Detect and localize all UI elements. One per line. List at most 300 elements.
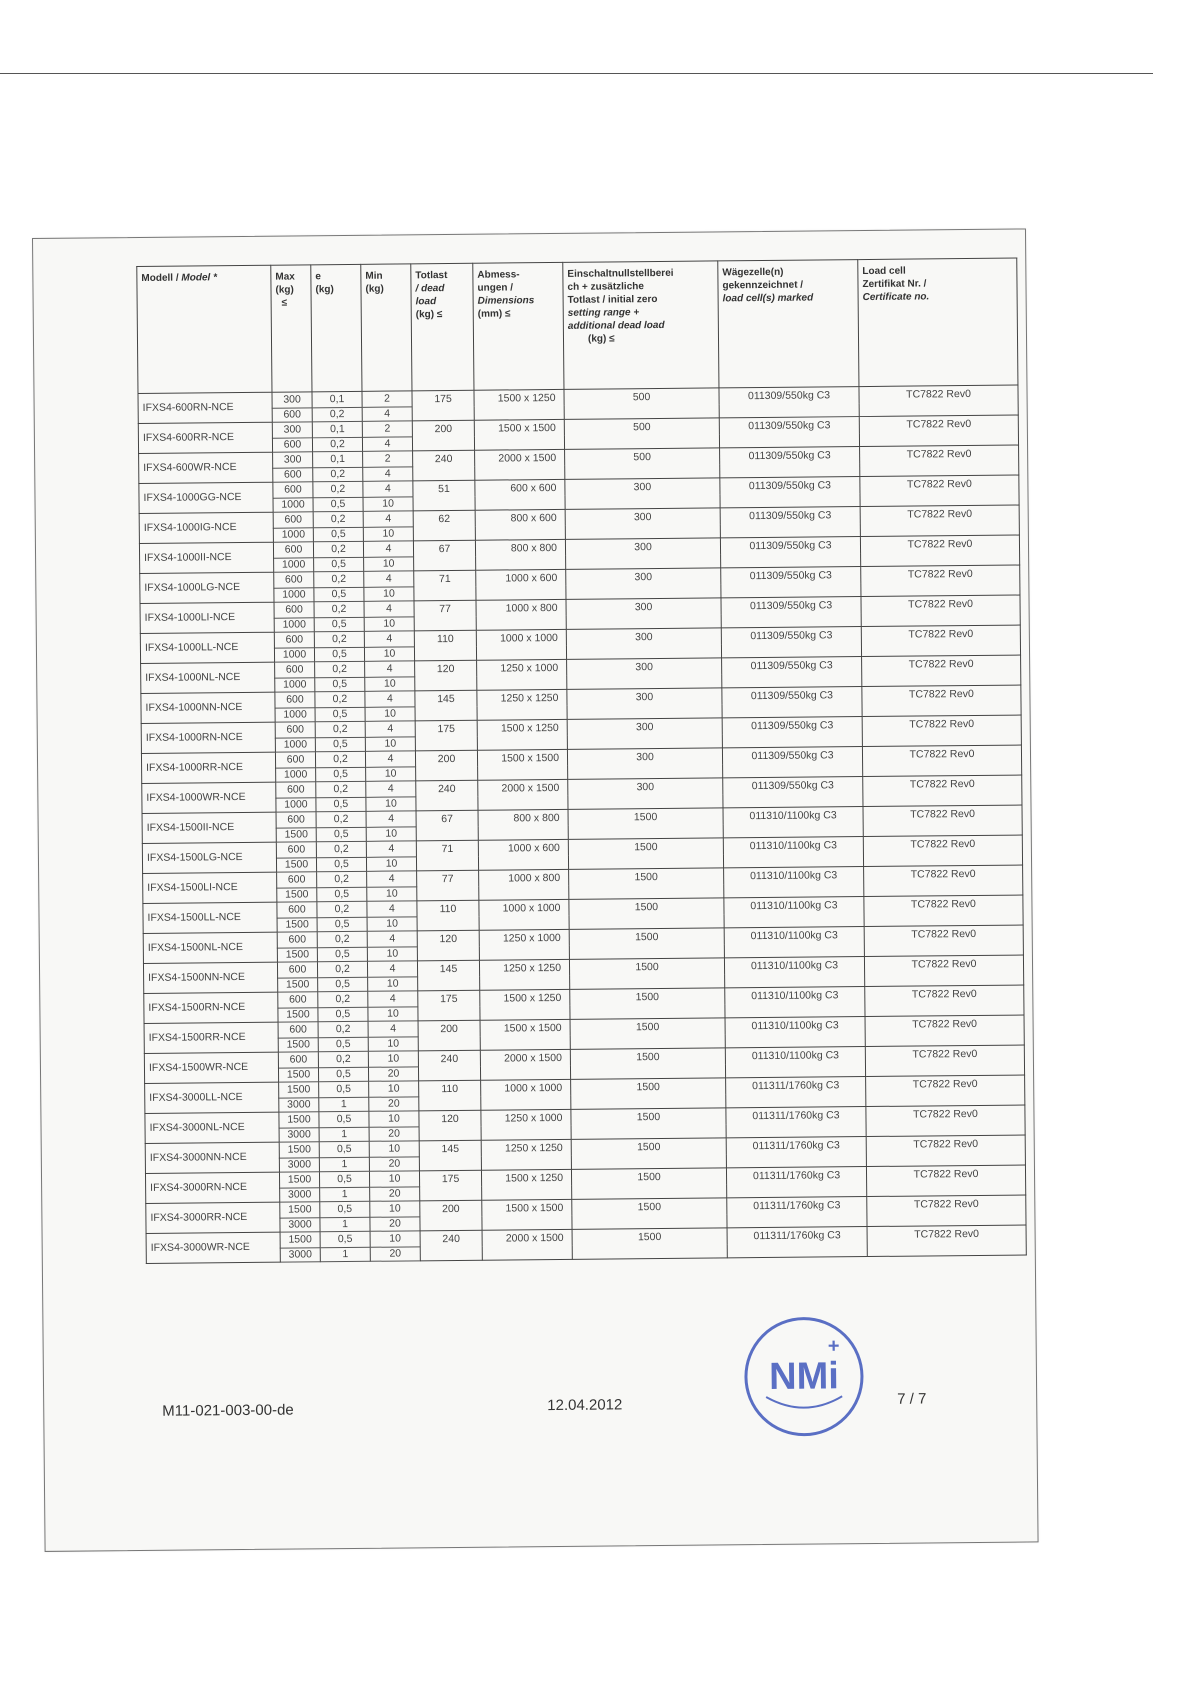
min-cell: 4 [362, 437, 412, 451]
min-cell: 4 [368, 991, 418, 1007]
max-cell: 1500 [279, 1172, 319, 1188]
min-cell: 20 [368, 1067, 418, 1081]
min-cell: 2 [363, 451, 413, 467]
dead-load-cell: 110 [417, 900, 479, 931]
e-cell: 0,5 [315, 707, 365, 721]
dimensions-cell: 2000 x 1500 [475, 449, 565, 480]
dead-load-cell: 200 [415, 750, 477, 781]
header-certificate: Load cell Zertifikat Nr. / Certificate no. [858, 258, 1018, 387]
load-cell-cell: 011309/550kg C3 [723, 777, 863, 808]
e-cell: 0,2 [315, 661, 365, 677]
min-cell: 10 [363, 497, 413, 511]
max-cell: 1000 [276, 768, 316, 782]
dimensions-cell: 1500 x 1500 [480, 1019, 570, 1050]
certificate-cell: TC7822 Rev0 [866, 1075, 1025, 1107]
min-cell: 4 [367, 931, 417, 947]
zero-range-cell: 1500 [572, 1198, 727, 1229]
e-cell: 0,2 [317, 901, 367, 917]
e-cell: 0,5 [317, 947, 367, 961]
max-cell: 3000 [280, 1248, 320, 1262]
min-cell: 10 [367, 887, 417, 901]
min-cell: 4 [363, 541, 413, 557]
e-cell: 0,5 [318, 1067, 368, 1081]
min-cell: 4 [365, 751, 415, 767]
dead-load-cell: 71 [414, 570, 476, 601]
zero-range-cell: 1500 [570, 1018, 725, 1049]
zero-range-cell: 1500 [570, 1048, 725, 1079]
min-cell: 4 [363, 467, 413, 481]
dead-load-cell: 120 [417, 930, 479, 961]
model-cell: IFXS4-1000NN-NCE [141, 692, 275, 723]
dead-load-cell: 120 [415, 660, 477, 691]
min-cell: 10 [368, 1037, 418, 1051]
load-cell-cell: 011310/1100kg C3 [724, 897, 864, 928]
max-cell: 3000 [280, 1218, 320, 1232]
model-cell: IFXS4-1000RN-NCE [141, 722, 275, 753]
zero-range-cell: 300 [565, 478, 720, 509]
zero-range-cell: 300 [567, 688, 722, 719]
dimensions-cell: 1500 x 1500 [477, 749, 567, 780]
zero-range-cell: 300 [567, 718, 722, 749]
load-cell-cell: 011310/1100kg C3 [724, 927, 864, 958]
load-cell-cell: 011311/1760kg C3 [726, 1167, 866, 1198]
max-cell: 1500 [276, 828, 316, 842]
certificate-cell: TC7822 Rev0 [862, 655, 1021, 687]
zero-range-cell: 300 [565, 508, 720, 539]
min-cell: 10 [364, 587, 414, 601]
max-cell: 600 [278, 1052, 318, 1068]
model-cell: IFXS4-1500RR-NCE [144, 1022, 278, 1053]
max-cell: 600 [273, 512, 313, 528]
max-cell: 600 [275, 662, 315, 678]
zero-range-cell: 1500 [571, 1078, 726, 1109]
model-cell: IFXS4-600WR-NCE [139, 452, 273, 483]
model-cell: IFXS4-1000IG-NCE [139, 512, 273, 543]
max-cell: 1000 [273, 498, 313, 512]
e-cell: 0,1 [312, 391, 362, 407]
max-cell: 600 [274, 572, 314, 588]
e-cell: 0,5 [318, 977, 368, 991]
header-zero-range: Einschaltnullstellberei ch + zusätzliche Totlast / initial zero setting range + additional dead load (kg) ≤ [563, 261, 719, 389]
load-cell-cell: 011309/550kg C3 [720, 537, 860, 568]
header-load-cell: Wägezelle(n) gekennzeichnet / load cell(s) marked [718, 260, 859, 388]
e-cell: 0,5 [313, 497, 363, 511]
e-cell: 0,5 [314, 587, 364, 601]
certificate-cell: TC7822 Rev0 [865, 985, 1024, 1017]
max-cell: 1000 [274, 558, 314, 572]
load-cell-cell: 011311/1760kg C3 [727, 1227, 867, 1258]
max-cell: 300 [272, 392, 312, 408]
e-cell: 0,2 [315, 751, 365, 767]
min-cell: 10 [366, 857, 416, 871]
e-cell: 0,5 [317, 887, 367, 901]
min-cell: 10 [370, 1231, 420, 1247]
max-cell: 1500 [276, 858, 316, 872]
max-cell: 300 [273, 452, 313, 468]
min-cell: 10 [367, 947, 417, 961]
zero-range-cell: 300 [565, 538, 720, 569]
model-cell: IFXS4-3000WR-NCE [146, 1232, 280, 1263]
max-cell: 1000 [274, 588, 314, 602]
min-cell: 4 [366, 811, 416, 827]
max-cell: 1000 [274, 648, 314, 662]
dead-load-cell: 200 [420, 1200, 482, 1231]
zero-range-cell: 300 [566, 598, 721, 629]
certificate-cell: TC7822 Rev0 [865, 1045, 1024, 1077]
e-cell: 0,5 [315, 737, 365, 751]
e-cell: 0,2 [316, 841, 366, 857]
min-cell: 2 [362, 421, 412, 437]
e-cell: 0,5 [319, 1141, 369, 1157]
min-cell: 4 [365, 691, 415, 707]
max-cell: 1500 [279, 1082, 319, 1098]
dead-load-cell: 240 [420, 1230, 482, 1261]
top-rule [0, 73, 1153, 74]
dead-load-cell: 67 [416, 810, 478, 841]
zero-range-cell: 300 [566, 568, 721, 599]
e-cell: 0,2 [313, 467, 363, 481]
min-cell: 4 [366, 781, 416, 797]
dimensions-cell: 1250 x 1000 [479, 929, 569, 960]
certificate-cell: TC7822 Rev0 [864, 925, 1023, 957]
load-cell-cell: 011310/1100kg C3 [725, 987, 865, 1018]
e-cell: 0,2 [316, 781, 366, 797]
certificate-cell: TC7822 Rev0 [861, 595, 1020, 627]
zero-range-cell: 1500 [569, 898, 724, 929]
max-cell: 1500 [278, 1038, 318, 1052]
max-cell: 1000 [274, 618, 314, 632]
load-cell-cell: 011309/550kg C3 [719, 387, 859, 418]
max-cell: 1500 [280, 1232, 320, 1248]
load-cell-cell: 011309/550kg C3 [722, 747, 862, 778]
load-cell-cell: 011309/550kg C3 [721, 597, 861, 628]
nmi-logo [741, 1314, 866, 1439]
certificate-cell: TC7822 Rev0 [864, 865, 1023, 897]
dimensions-cell: 1250 x 1000 [481, 1109, 571, 1140]
certificate-cell: TC7822 Rev0 [864, 955, 1023, 987]
min-cell: 10 [363, 527, 413, 541]
max-cell: 1000 [275, 738, 315, 752]
min-cell: 4 [368, 1021, 418, 1037]
max-cell: 600 [277, 902, 317, 918]
zero-range-cell: 1500 [571, 1168, 726, 1199]
min-cell: 10 [369, 1111, 419, 1127]
load-cell-cell: 011310/1100kg C3 [723, 807, 863, 838]
dimensions-cell: 800 x 800 [475, 539, 565, 570]
model-cell: IFXS4-3000NN-NCE [145, 1142, 279, 1173]
max-cell: 1500 [279, 1142, 319, 1158]
load-cell-cell: 011311/1760kg C3 [726, 1077, 866, 1108]
min-cell: 10 [364, 557, 414, 571]
e-cell: 0,2 [314, 571, 364, 587]
e-cell: 1 [320, 1247, 370, 1261]
dimensions-cell: 1500 x 1250 [477, 719, 567, 750]
load-cell-cell: 011309/550kg C3 [719, 417, 859, 448]
dimensions-cell: 1250 x 1250 [481, 1139, 571, 1170]
certificate-table [136, 258, 1027, 1264]
model-cell: IFXS4-1500RN-NCE [144, 992, 278, 1023]
zero-range-cell: 300 [567, 748, 722, 779]
dimensions-cell: 2000 x 1500 [482, 1229, 572, 1260]
min-cell: 4 [364, 571, 414, 587]
dimensions-cell: 600 x 600 [475, 479, 565, 510]
e-cell: 0,1 [313, 451, 363, 467]
certificate-cell: TC7822 Rev0 [862, 745, 1021, 777]
dimensions-cell: 1500 x 1500 [482, 1199, 572, 1230]
e-cell: 0,5 [314, 647, 364, 661]
certificate-cell: TC7822 Rev0 [861, 565, 1020, 597]
e-cell: 0,2 [314, 631, 364, 647]
certificate-cell: TC7822 Rev0 [862, 685, 1021, 717]
model-cell: IFXS4-1000LG-NCE [140, 572, 274, 603]
load-cell-cell: 011309/550kg C3 [720, 507, 860, 538]
dimensions-cell: 1000 x 800 [476, 599, 566, 630]
max-cell: 1500 [278, 1068, 318, 1082]
max-cell: 3000 [279, 1128, 319, 1142]
dead-load-cell: 62 [413, 510, 475, 541]
dimensions-cell: 1250 x 1250 [477, 689, 567, 720]
max-cell: 300 [272, 422, 312, 438]
max-cell: 1500 [278, 1008, 318, 1022]
min-cell: 4 [365, 661, 415, 677]
min-cell: 4 [367, 961, 417, 977]
dimensions-cell: 1000 x 1000 [481, 1079, 571, 1110]
model-cell: IFXS4-1500WR-NCE [144, 1052, 278, 1083]
dead-load-cell: 51 [413, 480, 475, 511]
zero-range-cell: 1500 [568, 808, 723, 839]
e-cell: 0,5 [319, 1111, 369, 1127]
dead-load-cell: 145 [419, 1140, 481, 1171]
dimensions-cell: 800 x 600 [475, 509, 565, 540]
header-max: Max (kg) ≤ [271, 265, 312, 392]
zero-range-cell: 1500 [568, 838, 723, 869]
dimensions-cell: 1500 x 1500 [474, 419, 564, 450]
dead-load-cell: 200 [418, 1020, 480, 1051]
max-cell: 600 [277, 962, 317, 978]
dimensions-cell: 2000 x 1500 [478, 779, 568, 810]
min-cell: 10 [366, 797, 416, 811]
load-cell-cell: 011310/1100kg C3 [724, 957, 864, 988]
max-cell: 600 [277, 872, 317, 888]
model-cell: IFXS4-3000NL-NCE [145, 1112, 279, 1143]
dead-load-cell: 145 [415, 690, 477, 721]
min-cell: 20 [370, 1187, 420, 1201]
dead-load-cell: 175 [418, 990, 480, 1021]
max-cell: 1000 [275, 708, 315, 722]
load-cell-cell: 011309/550kg C3 [720, 477, 860, 508]
min-cell: 4 [362, 407, 412, 421]
certificate-cell: TC7822 Rev0 [859, 415, 1018, 447]
dimensions-cell: 1250 x 1000 [477, 659, 567, 690]
zero-range-cell: 300 [567, 658, 722, 689]
model-cell: IFXS4-1500LG-NCE [142, 842, 276, 873]
load-cell-cell: 011310/1100kg C3 [725, 1017, 865, 1048]
model-cell: IFXS4-1000NL-NCE [141, 662, 275, 693]
max-cell: 1000 [273, 528, 313, 542]
load-cell-cell: 011310/1100kg C3 [723, 837, 863, 868]
e-cell: 0,5 [313, 527, 363, 541]
certificate-cell: TC7822 Rev0 [865, 1015, 1024, 1047]
e-cell: 0,5 [320, 1231, 370, 1247]
dimensions-cell: 1500 x 1250 [480, 989, 570, 1020]
svg-text:+: + [827, 1335, 840, 1358]
e-cell: 0,5 [316, 767, 366, 781]
model-cell: IFXS4-1000LL-NCE [140, 632, 274, 663]
dimensions-cell: 1000 x 800 [479, 869, 569, 900]
dead-load-cell: 175 [419, 1170, 481, 1201]
max-cell: 1500 [277, 888, 317, 902]
max-cell: 1500 [277, 918, 317, 932]
max-cell: 600 [273, 468, 313, 482]
dead-load-cell: 175 [412, 390, 474, 421]
e-cell: 0,2 [315, 691, 365, 707]
min-cell: 10 [368, 1051, 418, 1067]
certificate-cell: TC7822 Rev0 [860, 535, 1019, 567]
model-cell: IFXS4-1500II-NCE [142, 812, 276, 843]
dead-load-cell: 175 [415, 720, 477, 751]
max-cell: 1500 [279, 1112, 319, 1128]
e-cell: 0,2 [312, 407, 362, 421]
svg-text:NMi: NMi [768, 1355, 839, 1398]
load-cell-cell: 011311/1760kg C3 [726, 1107, 866, 1138]
e-cell: 0,2 [313, 511, 363, 527]
min-cell: 10 [369, 1141, 419, 1157]
zero-range-cell: 300 [566, 628, 721, 659]
dead-load-cell: 120 [419, 1110, 481, 1141]
e-cell: 0,2 [316, 811, 366, 827]
zero-range-cell: 1500 [572, 1228, 727, 1259]
model-cell: IFXS4-1000LI-NCE [140, 602, 274, 633]
e-cell: 0,2 [318, 991, 368, 1007]
certificate-cell: TC7822 Rev0 [866, 1135, 1025, 1167]
e-cell: 0,5 [318, 1037, 368, 1051]
header-e: e (kg) [311, 264, 362, 391]
e-cell: 0,5 [316, 857, 366, 871]
e-cell: 0,2 [313, 481, 363, 497]
load-cell-cell: 011309/550kg C3 [720, 447, 860, 478]
min-cell: 20 [369, 1127, 419, 1141]
dead-load-cell: 110 [414, 630, 476, 661]
zero-range-cell: 1500 [569, 868, 724, 899]
dimensions-cell: 1500 x 1250 [481, 1169, 571, 1200]
load-cell-cell: 011311/1760kg C3 [726, 1137, 866, 1168]
max-cell: 600 [275, 752, 315, 768]
e-cell: 0,5 [319, 1081, 369, 1097]
max-cell: 600 [277, 932, 317, 948]
max-cell: 600 [274, 602, 314, 618]
e-cell: 1 [319, 1157, 369, 1171]
certificate-cell: TC7822 Rev0 [866, 1105, 1025, 1137]
min-cell: 4 [365, 721, 415, 737]
model-cell: IFXS4-1500NL-NCE [143, 932, 277, 963]
e-cell: 0,5 [314, 557, 364, 571]
dimensions-cell: 1000 x 1000 [479, 899, 569, 930]
min-cell: 10 [367, 917, 417, 931]
max-cell: 1500 [280, 1202, 320, 1218]
model-cell: IFXS4-3000RR-NCE [146, 1202, 280, 1233]
dead-load-cell: 77 [417, 870, 479, 901]
max-cell: 600 [273, 542, 313, 558]
model-cell: IFXS4-1500LL-NCE [143, 902, 277, 933]
certificate-cell: TC7822 Rev0 [862, 715, 1021, 747]
e-cell: 0,5 [315, 677, 365, 691]
max-cell: 3000 [279, 1098, 319, 1112]
certificate-cell: TC7822 Rev0 [863, 835, 1022, 867]
load-cell-cell: 011310/1100kg C3 [725, 1047, 865, 1078]
e-cell: 0,2 [312, 437, 362, 451]
e-cell: 0,5 [314, 617, 364, 631]
dead-load-cell: 71 [416, 840, 478, 871]
dead-load-cell: 110 [419, 1080, 481, 1111]
zero-range-cell: 1500 [571, 1138, 726, 1169]
min-cell: 4 [367, 871, 417, 887]
dead-load-cell: 240 [413, 450, 475, 481]
min-cell: 10 [364, 647, 414, 661]
min-cell: 4 [364, 631, 414, 647]
certificate-cell: TC7822 Rev0 [866, 1165, 1025, 1197]
model-cell: IFXS4-1000II-NCE [139, 542, 273, 573]
certificate-cell: TC7822 Rev0 [867, 1195, 1026, 1227]
certificate-cell: TC7822 Rev0 [860, 445, 1019, 477]
model-cell: IFXS4-600RN-NCE [138, 392, 272, 423]
document-number: M11-021-003-00-de [162, 1401, 294, 1420]
zero-range-cell: 300 [568, 778, 723, 809]
e-cell: 0,5 [319, 1171, 369, 1187]
dimensions-cell: 1000 x 600 [476, 569, 566, 600]
e-cell: 0,2 [318, 1051, 368, 1067]
e-cell: 0,5 [320, 1201, 370, 1217]
dead-load-cell: 240 [416, 780, 478, 811]
zero-range-cell: 500 [565, 448, 720, 479]
document-date: 12.04.2012 [547, 1396, 623, 1415]
load-cell-cell: 011309/550kg C3 [722, 687, 862, 718]
dimensions-cell: 1250 x 1250 [479, 959, 569, 990]
max-cell: 600 [274, 632, 314, 648]
min-cell: 20 [369, 1157, 419, 1171]
min-cell: 10 [366, 767, 416, 781]
min-cell: 4 [367, 901, 417, 917]
min-cell: 10 [365, 707, 415, 721]
e-cell: 0,5 [318, 1007, 368, 1021]
e-cell: 1 [319, 1127, 369, 1141]
max-cell: 600 [276, 782, 316, 798]
e-cell: 0,2 [313, 541, 363, 557]
header-min: Min (kg) [361, 264, 412, 391]
min-cell: 10 [369, 1081, 419, 1097]
certificate-cell: TC7822 Rev0 [864, 895, 1023, 927]
model-cell: IFXS4-3000RN-NCE [145, 1172, 279, 1203]
certificate-cell: TC7822 Rev0 [860, 475, 1019, 507]
scanned-certificate-page [32, 228, 1039, 1551]
model-cell: IFXS4-1500LI-NCE [143, 872, 277, 903]
min-cell: 20 [370, 1217, 420, 1231]
dead-load-cell: 67 [413, 540, 475, 571]
certificate-cell: TC7822 Rev0 [863, 775, 1022, 807]
max-cell: 600 [275, 722, 315, 738]
e-cell: 0,2 [318, 1021, 368, 1037]
max-cell: 1000 [275, 678, 315, 692]
dimensions-cell: 2000 x 1500 [480, 1049, 570, 1080]
zero-range-cell: 1500 [571, 1108, 726, 1139]
e-cell: 0,2 [314, 601, 364, 617]
zero-range-cell: 1500 [569, 928, 724, 959]
load-cell-cell: 011309/550kg C3 [721, 567, 861, 598]
max-cell: 3000 [279, 1158, 319, 1172]
zero-range-cell: 500 [564, 418, 719, 449]
e-cell: 0,2 [317, 961, 367, 977]
model-cell: IFXS4-600RR-NCE [138, 422, 272, 453]
e-cell: 0,1 [312, 421, 362, 437]
